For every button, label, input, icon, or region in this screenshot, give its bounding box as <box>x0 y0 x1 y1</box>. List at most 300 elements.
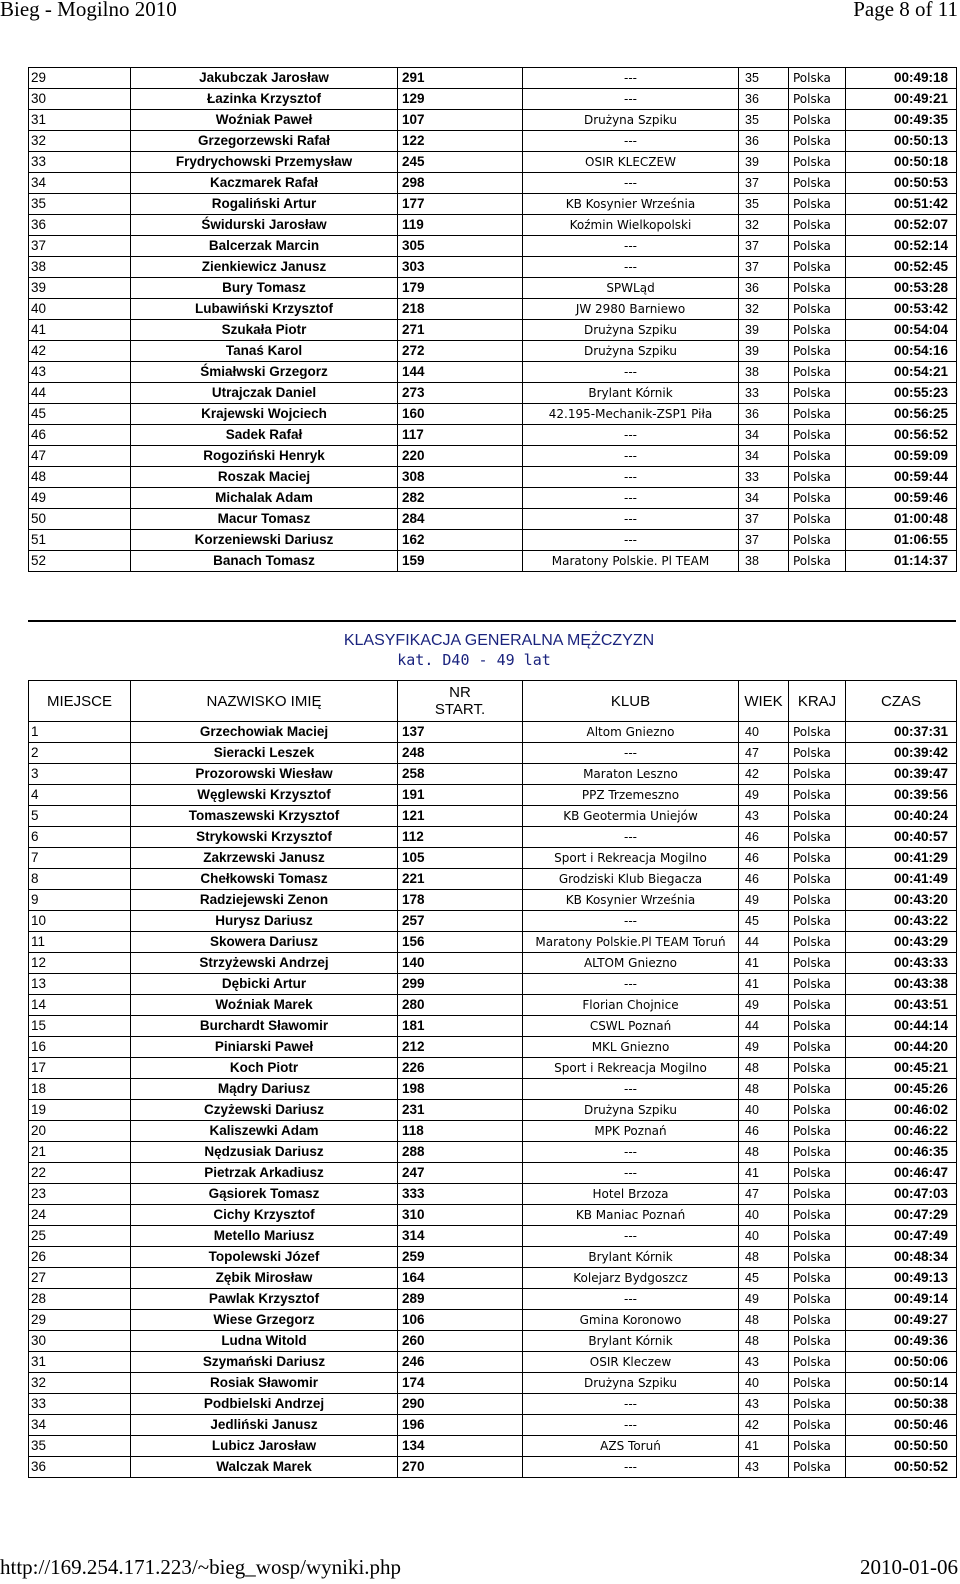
cell-club: JW 2980 Barniewo <box>523 299 739 320</box>
cell-name: Skowera Dariusz <box>131 932 398 953</box>
cell-place: 15 <box>29 1016 131 1037</box>
cell-time: 00:50:06 <box>846 1352 957 1373</box>
cell-start-number: 272 <box>398 341 523 362</box>
cell-place: 7 <box>29 848 131 869</box>
cell-club: Brylant Kórnik <box>523 1247 739 1268</box>
cell-age: 35 <box>739 110 789 131</box>
table-row <box>29 446 957 467</box>
cell-age: 48 <box>739 1247 789 1268</box>
cell-age: 37 <box>739 173 789 194</box>
cell-name: Pietrzak Arkadiusz <box>131 1163 398 1184</box>
cell-place: 17 <box>29 1058 131 1079</box>
cell-age: 39 <box>739 341 789 362</box>
cell-club: --- <box>523 974 739 995</box>
cell-place: 13 <box>29 974 131 995</box>
table-row <box>29 131 957 152</box>
table-row <box>29 764 957 785</box>
cell-country: Polska <box>789 1100 846 1121</box>
footer-url: http://169.254.171.223/~bieg_wosp/wyniki.php <box>0 1555 402 1579</box>
cell-start-number: 333 <box>398 1184 523 1205</box>
cell-start-number: 137 <box>398 722 523 743</box>
cell-country: Polska <box>789 446 846 467</box>
cell-club: KB Maniac Poznań <box>523 1205 739 1226</box>
cell-country: Polska <box>789 1289 846 1310</box>
table-row <box>29 509 957 530</box>
cell-start-number: 257 <box>398 911 523 932</box>
cell-name: Koch Piotr <box>131 1058 398 1079</box>
cell-country: Polska <box>789 1163 846 1184</box>
cell-club: Maraton Leszno <box>523 764 739 785</box>
cell-name: Szukała Piotr <box>131 320 398 341</box>
cell-place: 34 <box>29 173 131 194</box>
table-row <box>29 425 957 446</box>
table-row <box>29 68 957 89</box>
table-row <box>29 404 957 425</box>
cell-name: Roszak Maciej <box>131 467 398 488</box>
cell-age: 46 <box>739 869 789 890</box>
cell-age: 44 <box>739 932 789 953</box>
cell-start-number: 280 <box>398 995 523 1016</box>
cell-place: 31 <box>29 110 131 131</box>
cell-country: Polska <box>789 1121 846 1142</box>
cell-age: 43 <box>739 1457 789 1478</box>
cell-place: 14 <box>29 995 131 1016</box>
cell-name: Utrajczak Daniel <box>131 383 398 404</box>
cell-time: 00:43:22 <box>846 911 957 932</box>
table-row <box>29 974 957 995</box>
cell-name: Tanaś Karol <box>131 341 398 362</box>
cell-age: 37 <box>739 509 789 530</box>
cell-country: Polska <box>789 152 846 173</box>
cell-club: OSIR Kleczew <box>523 1352 739 1373</box>
cell-country: Polska <box>789 425 846 446</box>
cell-age: 34 <box>739 488 789 509</box>
cell-club: Maratony Polskie.Pl TEAM Toruń <box>523 932 739 953</box>
cell-country: Polska <box>789 488 846 509</box>
cell-start-number: 117 <box>398 425 523 446</box>
cell-age: 49 <box>739 785 789 806</box>
table-row <box>29 1394 957 1415</box>
table-row <box>29 722 957 743</box>
cell-start-number: 174 <box>398 1373 523 1394</box>
cell-club: --- <box>523 827 739 848</box>
cell-club: --- <box>523 68 739 89</box>
table-row <box>29 1226 957 1247</box>
cell-time: 00:41:49 <box>846 869 957 890</box>
results-table-body <box>29 68 957 572</box>
cell-name: Śmiałwski Grzegorz <box>131 362 398 383</box>
cell-club: OSIR KLECZEW <box>523 152 739 173</box>
cell-start-number: 259 <box>398 1247 523 1268</box>
cell-start-number: 260 <box>398 1331 523 1352</box>
cell-name: Szymański Dariusz <box>131 1352 398 1373</box>
table-row <box>29 806 957 827</box>
cell-age: 41 <box>739 1163 789 1184</box>
cell-country: Polska <box>789 215 846 236</box>
cell-time: 00:49:36 <box>846 1331 957 1352</box>
cell-age: 35 <box>739 194 789 215</box>
cell-start-number: 160 <box>398 404 523 425</box>
cell-country: Polska <box>789 89 846 110</box>
cell-country: Polska <box>789 1205 846 1226</box>
cell-country: Polska <box>789 194 846 215</box>
table-row <box>29 215 957 236</box>
cell-time: 00:59:44 <box>846 467 957 488</box>
cell-country: Polska <box>789 932 846 953</box>
cell-time: 00:48:34 <box>846 1247 957 1268</box>
cell-club: MPK Poznań <box>523 1121 739 1142</box>
cell-place: 22 <box>29 1163 131 1184</box>
cell-age: 37 <box>739 530 789 551</box>
cell-time: 00:56:25 <box>846 404 957 425</box>
cell-time: 00:50:52 <box>846 1457 957 1478</box>
cell-name: Korzeniewski Dariusz <box>131 530 398 551</box>
cell-start-number: 177 <box>398 194 523 215</box>
cell-age: 34 <box>739 425 789 446</box>
cell-age: 49 <box>739 995 789 1016</box>
cell-place: 25 <box>29 1226 131 1247</box>
cell-club: Drużyna Szpiku <box>523 1373 739 1394</box>
cell-country: Polska <box>789 341 846 362</box>
cell-name: Bury Tomasz <box>131 278 398 299</box>
cell-club: --- <box>523 236 739 257</box>
cell-club: PPZ Trzemeszno <box>523 785 739 806</box>
cell-age: 40 <box>739 1226 789 1247</box>
cell-place: 18 <box>29 1079 131 1100</box>
cell-place: 31 <box>29 1352 131 1373</box>
cell-start-number: 196 <box>398 1415 523 1436</box>
cell-start-number: 271 <box>398 320 523 341</box>
cell-age: 47 <box>739 743 789 764</box>
cell-place: 20 <box>29 1121 131 1142</box>
cell-place: 45 <box>29 404 131 425</box>
cell-place: 11 <box>29 932 131 953</box>
cell-age: 39 <box>739 320 789 341</box>
table-row <box>29 827 957 848</box>
cell-age: 48 <box>739 1331 789 1352</box>
cell-country: Polska <box>789 1247 846 1268</box>
cell-time: 00:49:21 <box>846 89 957 110</box>
cell-start-number: 181 <box>398 1016 523 1037</box>
cell-club: --- <box>523 509 739 530</box>
cell-age: 43 <box>739 1394 789 1415</box>
results-table-continued <box>28 67 957 572</box>
table-row <box>29 1352 957 1373</box>
table-row <box>29 467 957 488</box>
cell-name: Banach Tomasz <box>131 551 398 572</box>
cell-age: 38 <box>739 551 789 572</box>
cell-age: 36 <box>739 404 789 425</box>
table-row <box>29 869 957 890</box>
cell-country: Polska <box>789 806 846 827</box>
cell-time: 00:54:21 <box>846 362 957 383</box>
cell-name: Czyżewski Dariusz <box>131 1100 398 1121</box>
table-row <box>29 890 957 911</box>
cell-name: Pawlak Krzysztof <box>131 1289 398 1310</box>
cell-country: Polska <box>789 110 846 131</box>
cell-place: 51 <box>29 530 131 551</box>
cell-age: 41 <box>739 974 789 995</box>
cell-country: Polska <box>789 278 846 299</box>
cell-name: Strykowski Krzysztof <box>131 827 398 848</box>
footer-date: 2010-01-06 <box>860 1555 958 1579</box>
cell-club: --- <box>523 1142 739 1163</box>
cell-place: 50 <box>29 509 131 530</box>
table-row <box>29 173 957 194</box>
cell-time: 00:59:09 <box>846 446 957 467</box>
cell-time: 00:49:18 <box>846 68 957 89</box>
cell-start-number: 134 <box>398 1436 523 1457</box>
cell-club: --- <box>523 425 739 446</box>
table-row <box>29 320 957 341</box>
cell-age: 40 <box>739 1205 789 1226</box>
cell-time: 00:47:03 <box>846 1184 957 1205</box>
cell-club: --- <box>523 467 739 488</box>
cell-start-number: 299 <box>398 974 523 995</box>
cell-place: 30 <box>29 89 131 110</box>
cell-start-number: 258 <box>398 764 523 785</box>
cell-start-number: 191 <box>398 785 523 806</box>
cell-country: Polska <box>789 467 846 488</box>
cell-name: Piniarski Paweł <box>131 1037 398 1058</box>
table-row <box>29 1415 957 1436</box>
cell-start-number: 314 <box>398 1226 523 1247</box>
cell-time: 00:39:47 <box>846 764 957 785</box>
cell-age: 49 <box>739 890 789 911</box>
cell-country: Polska <box>789 299 846 320</box>
cell-place: 5 <box>29 806 131 827</box>
cell-age: 39 <box>739 152 789 173</box>
table-row <box>29 848 957 869</box>
table-row <box>29 995 957 1016</box>
cell-age: 41 <box>739 1436 789 1457</box>
cell-country: Polska <box>789 911 846 932</box>
cell-age: 46 <box>739 827 789 848</box>
cell-name: Jedliński Janusz <box>131 1415 398 1436</box>
cell-age: 46 <box>739 848 789 869</box>
cell-name: Balcerzak Marcin <box>131 236 398 257</box>
cell-place: 21 <box>29 1142 131 1163</box>
cell-age: 33 <box>739 467 789 488</box>
cell-time: 00:46:22 <box>846 1121 957 1142</box>
cell-country: Polska <box>789 1058 846 1079</box>
cell-name: Mądry Dariusz <box>131 1079 398 1100</box>
cell-time: 00:49:27 <box>846 1310 957 1331</box>
cell-place: 48 <box>29 467 131 488</box>
cell-name: Walczak Marek <box>131 1457 398 1478</box>
cell-age: 36 <box>739 131 789 152</box>
cell-name: Podbielski Andrzej <box>131 1394 398 1415</box>
cell-club: --- <box>523 1457 739 1478</box>
cell-start-number: 106 <box>398 1310 523 1331</box>
col-header-start-number: NR START. <box>398 681 523 722</box>
cell-time: 00:50:14 <box>846 1373 957 1394</box>
cell-place: 10 <box>29 911 131 932</box>
cell-place: 24 <box>29 1205 131 1226</box>
cell-start-number: 273 <box>398 383 523 404</box>
cell-club: --- <box>523 743 739 764</box>
cell-place: 29 <box>29 68 131 89</box>
cell-place: 35 <box>29 194 131 215</box>
cell-club: --- <box>523 1226 739 1247</box>
section-divider <box>28 620 956 622</box>
cell-country: Polska <box>789 131 846 152</box>
cell-name: Gąsiorek Tomasz <box>131 1184 398 1205</box>
cell-name: Łazinka Krzysztof <box>131 89 398 110</box>
cell-age: 46 <box>739 1121 789 1142</box>
cell-time: 00:47:49 <box>846 1226 957 1247</box>
cell-age: 43 <box>739 806 789 827</box>
cell-time: 00:52:14 <box>846 236 957 257</box>
cell-club: --- <box>523 1415 739 1436</box>
cell-age: 45 <box>739 1268 789 1289</box>
cell-club: Altom Gniezno <box>523 722 739 743</box>
cell-name: Nędzusiak Dariusz <box>131 1142 398 1163</box>
cell-name: Rogoziński Henryk <box>131 446 398 467</box>
cell-start-number: 144 <box>398 362 523 383</box>
cell-club: --- <box>523 1394 739 1415</box>
section-subtitle: kat. D40 - 49 lat <box>397 651 551 669</box>
table-row <box>29 1457 957 1478</box>
cell-start-number: 308 <box>398 467 523 488</box>
cell-name: Sadek Rafał <box>131 425 398 446</box>
cell-name: Michalak Adam <box>131 488 398 509</box>
table-row <box>29 551 957 572</box>
table-row <box>29 1247 957 1268</box>
section-title: KLASYFIKACJA GENERALNA MĘŻCZYZN <box>343 632 655 649</box>
cell-name: Świdurski Jarosław <box>131 215 398 236</box>
cell-place: 40 <box>29 299 131 320</box>
table-row <box>29 1289 957 1310</box>
cell-country: Polska <box>789 890 846 911</box>
cell-name: Rosiak Sławomir <box>131 1373 398 1394</box>
cell-name: Tomaszewski Krzysztof <box>131 806 398 827</box>
cell-name: Kaczmarek Rafał <box>131 173 398 194</box>
cell-start-number: 164 <box>398 1268 523 1289</box>
cell-place: 42 <box>29 341 131 362</box>
cell-age: 33 <box>739 383 789 404</box>
cell-name: Metello Mariusz <box>131 1226 398 1247</box>
cell-time: 00:43:51 <box>846 995 957 1016</box>
cell-start-number: 107 <box>398 110 523 131</box>
cell-place: 47 <box>29 446 131 467</box>
col-header-name: NAZWISKO IMIĘ <box>131 681 398 722</box>
table-row <box>29 1079 957 1100</box>
cell-place: 43 <box>29 362 131 383</box>
cell-club: Koźmin Wielkopolski <box>523 215 739 236</box>
cell-age: 48 <box>739 1142 789 1163</box>
table-row <box>29 152 957 173</box>
cell-age: 42 <box>739 764 789 785</box>
cell-country: Polska <box>789 1142 846 1163</box>
cell-time: 00:51:42 <box>846 194 957 215</box>
cell-name: Węglewski Krzysztof <box>131 785 398 806</box>
cell-country: Polska <box>789 551 846 572</box>
cell-time: 00:49:13 <box>846 1268 957 1289</box>
cell-place: 9 <box>29 890 131 911</box>
cell-age: 41 <box>739 953 789 974</box>
cell-start-number: 159 <box>398 551 523 572</box>
table-row <box>29 743 957 764</box>
cell-age: 32 <box>739 299 789 320</box>
cell-club: --- <box>523 362 739 383</box>
cell-start-number: 291 <box>398 68 523 89</box>
document-title: Bieg - Mogilno 2010 <box>0 0 177 21</box>
cell-age: 35 <box>739 68 789 89</box>
cell-club: 42.195-Mechanik-ZSP1 Piła <box>523 404 739 425</box>
cell-country: Polska <box>789 530 846 551</box>
cell-age: 43 <box>739 1352 789 1373</box>
cell-country: Polska <box>789 827 846 848</box>
cell-time: 00:50:38 <box>846 1394 957 1415</box>
table-row <box>29 1058 957 1079</box>
cell-start-number: 226 <box>398 1058 523 1079</box>
cell-age: 32 <box>739 215 789 236</box>
cell-name: Grzechowiak Maciej <box>131 722 398 743</box>
cell-country: Polska <box>789 722 846 743</box>
cell-start-number: 122 <box>398 131 523 152</box>
cell-name: Frydrychowski Przemysław <box>131 152 398 173</box>
cell-club: --- <box>523 530 739 551</box>
cell-time: 00:45:26 <box>846 1079 957 1100</box>
col-header-age: WIEK <box>739 681 789 722</box>
cell-country: Polska <box>789 1352 846 1373</box>
cell-time: 00:46:47 <box>846 1163 957 1184</box>
cell-name: Lubicz Jarosław <box>131 1436 398 1457</box>
cell-club: AZS Toruń <box>523 1436 739 1457</box>
table-row <box>29 1016 957 1037</box>
cell-time: 00:56:52 <box>846 425 957 446</box>
cell-club: Drużyna Szpiku <box>523 320 739 341</box>
cell-start-number: 298 <box>398 173 523 194</box>
cell-start-number: 212 <box>398 1037 523 1058</box>
table-row <box>29 1310 957 1331</box>
cell-club: KB Kosynier Września <box>523 890 739 911</box>
cell-time: 00:59:46 <box>846 488 957 509</box>
table-row <box>29 194 957 215</box>
cell-time: 00:40:57 <box>846 827 957 848</box>
cell-time: 00:50:46 <box>846 1415 957 1436</box>
col-header-time: CZAS <box>846 681 957 722</box>
cell-country: Polska <box>789 1457 846 1478</box>
cell-time: 00:46:02 <box>846 1100 957 1121</box>
cell-club: Maratony Polskie. Pl TEAM <box>523 551 739 572</box>
cell-start-number: 198 <box>398 1079 523 1100</box>
cell-time: 00:46:35 <box>846 1142 957 1163</box>
cell-place: 6 <box>29 827 131 848</box>
cell-place: 36 <box>29 1457 131 1478</box>
cell-country: Polska <box>789 848 846 869</box>
cell-time: 01:14:37 <box>846 551 957 572</box>
print-header <box>0 0 960 26</box>
cell-country: Polska <box>789 1016 846 1037</box>
cell-place: 34 <box>29 1415 131 1436</box>
cell-age: 49 <box>739 1037 789 1058</box>
table-row <box>29 236 957 257</box>
cell-age: 48 <box>739 1058 789 1079</box>
cell-country: Polska <box>789 1037 846 1058</box>
cell-age: 40 <box>739 1373 789 1394</box>
table-row <box>29 932 957 953</box>
cell-club: Kolejarz Bydgoszcz <box>523 1268 739 1289</box>
cell-time: 00:54:04 <box>846 320 957 341</box>
cell-time: 00:53:28 <box>846 278 957 299</box>
table-row <box>29 953 957 974</box>
cell-club: --- <box>523 1079 739 1100</box>
cell-time: 00:54:16 <box>846 341 957 362</box>
cell-start-number: 231 <box>398 1100 523 1121</box>
cell-country: Polska <box>789 404 846 425</box>
